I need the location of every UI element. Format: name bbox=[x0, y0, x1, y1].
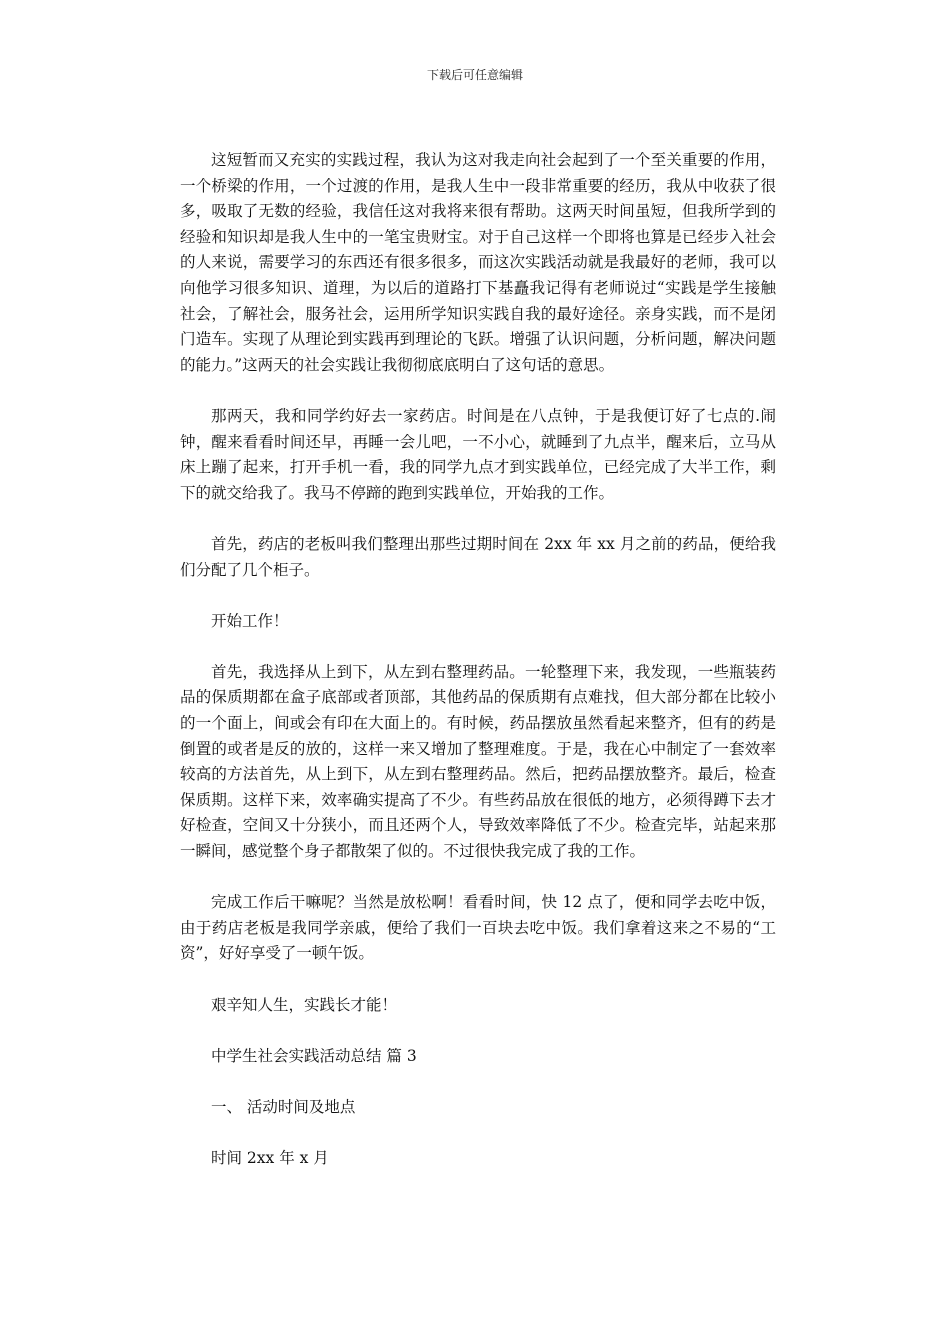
page-header: 下载后可任意编辑 bbox=[426, 68, 523, 82]
paragraph-sorting-process: 首先，我选择从上到下，从左到右整理药品。一轮整理下来，我发现，一些瓶装药品的保质期都在盒子底部或者顶部，其他药品的保质期有点难找，但大部分都在比较小的一个面上，间或会有印在大面上的。有时候，药品摆放虽然看起来整齐，但有的药是倒置的或者是反的放的，这样一来又增加了整理难度。于是，我在心中制定了一套效率较高的方法首先，从上到下，从左到右整理药品。然后，把药品摆放整齐。最后，检查保质期。这样下来，效率确实提高了不少。有些药品放在很低的地方，必须得蹲下去才好检查，空间又十分狭小，而且还两个人，导致效率降低了不少。检查完毕，站起来那一瞬间，感觉整个身子都散架了似的。不过很快我完成了我的工作。 bbox=[180, 662, 776, 861]
paragraph-reflection: 这短暂而又充实的实践过程，我认为这对我走向社会起到了一个至关重要的作用，一个桥梁的作用，一个过渡的作用，是我人生中一段非常重要的经历，我从中收获了很多，吸取了无数的经验，我信任这对我将来很有帮助。这两天时间虽短，但我所学到的经验和知识却是我人生中的一笔宝贵财宝。对于自己这样一个即将也算是已经步入社会的人来说，需要学习的东西还有很多很多，而这次实践活动就是我最好的老师，我可以向他学习很多知识、道理，为以后的道路打下基矗我记得有老师说过“实践是学生接触社会，了解社会，服务社会，运用所学知识实践自我的最好途径。亲身实践，而不是闭门造车。实现了从理论到实践再到理论的飞跃。增强了认识问题，分析问题，解决问题的能力。”这两天的社会实践让我彻彻底底明白了这句话的意思。 bbox=[180, 151, 776, 374]
section-title: 中学生社会实践活动总结 篇 3 bbox=[211, 1046, 417, 1065]
paragraph-start-work: 开始工作！ bbox=[211, 611, 289, 630]
paragraph-late-morning: 那两天，我和同学约好去一家药店。时间是在八点钟，于是我便订好了七点的.闹钟，醒来看看时间还早，再睡一会儿吧，一不小心，就睡到了九点半，醒来后，立马从床上蹦了起来，打开手机一看，我的同学九点才到实践单位，已经完成了大半工作，剩下的就交给我了。我马不停蹄的跑到实践单位，开始我的工作。 bbox=[180, 406, 776, 502]
paragraph-motto: 艰辛知人生，实践长才能！ bbox=[211, 995, 398, 1014]
paragraph-task-assignment: 首先，药店的老板叫我们整理出那些过期时间在 2xx 年 xx 月之前的药品，便给我们分配了几个柜子。 bbox=[180, 534, 776, 579]
paragraph-time: 时间 2xx 年 x 月 bbox=[211, 1149, 329, 1168]
document-body bbox=[180, 148, 776, 1172]
paragraph-lunch: 完成工作后干嘛呢？当然是放松啊！看看时间，快 12 点了，便和同学去吃中饭，由于药店老板是我同学亲戚，便给了我们一百块去吃中饭。我们拿着这来之不易的“工资”，好好享受了一顿午饭。 bbox=[180, 893, 776, 963]
section-heading-time-place: 一、 活动时间及地点 bbox=[211, 1097, 356, 1116]
